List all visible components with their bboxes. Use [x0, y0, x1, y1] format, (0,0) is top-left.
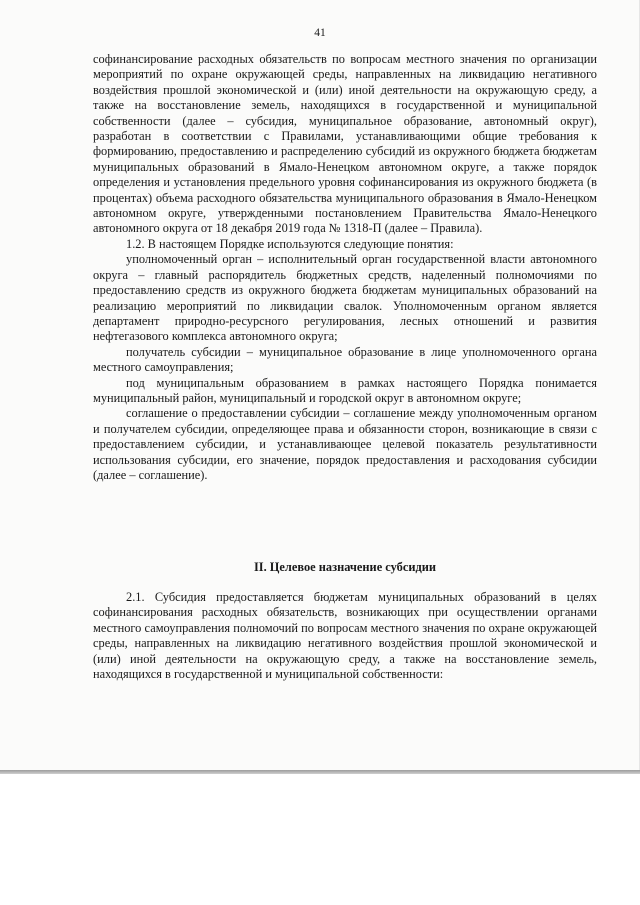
- section-heading: II. Целевое назначение субсидии: [253, 560, 437, 574]
- paragraph-subsidy-recipient: получатель субсидии – муниципальное образование в лице уполномоченного органа местного самоуправления;: [93, 344, 597, 375]
- paragraph-authorized-body: уполномоченный орган – исполнительный орган государственной власти автономного округа – главный распорядитель бюджетных средств, наделенный полномочиями по предоставлению средств из окружного бюджета бюджетам муниципальных образований на реализацию мероприятий по ликвидации свалок. Уполномоченным органом является департамент природно-ресурсного регулирования, лесных отношений и развития нефтегазового комплекса автономного округа;: [93, 252, 597, 344]
- body-text-bottom: [93, 590, 597, 682]
- paragraph-1-2: 1.2. В настоящем Порядке используются следующие понятия:: [126, 236, 454, 251]
- paragraph-agreement: соглашение о предоставлении субсидии – соглашение между уполномоченным органом и получателем субсидии, определяющее права и обязанности сторон, возникающие в связи с предоставлением субсидии, и устанавливающее целевой показатель результативности использования субсидии, его значение, порядок предоставления и расходования субсидии (далее – соглашение).: [93, 406, 597, 482]
- paragraph-2-1: 2.1. Субсидия предоставляется бюджетам муниципальных образований в целях софинансирования расходных обязательств, возникающих при осуществлении органами местного самоуправления полномочий по вопросам местного значения по охране окружающей среды, направленных на ликвидацию негативного воздействия прошлой экономической и (или) иной деятельности на окружающую среду, а также на восстановление земель, находящихся в государственной и муниципальной собственности:: [93, 590, 597, 682]
- paragraph-subsidy-definition: софинансирование расходных обязательств по вопросам местного значения по организации мероприятий по охране окружающей среды, направленных на ликвидацию негативного воздействия прошлой экономической и (или) иной деятельности на окружающую среду, а также на восстановление земель, находящихся в государственной и муниципальной собственности (далее – субсидия, муниципальное образование, автономный округ), разработан в соответствии с Правилами, устанавливающими общие требования к формированию, предоставлению и распределению субсидий из окружного бюджета бюджетам муниципальных образований в Ямало-Ненецком автономном округе, а также порядок определения и установления предельного уровня софинансирования из окружного бюджета (в процентах) объема расходного обязательства муниципального образования в Ямало-Ненецком автономном округе, утвержденными постановлением Правительства Ямало-Ненецкого автономного округа от 18 декабря 2019 года № 1318-П (далее – Правила).: [93, 52, 597, 236]
- scan-bottom-edge: [0, 770, 640, 774]
- page-number: 41: [314, 27, 326, 39]
- body-text-top: [93, 52, 597, 483]
- paragraph-municipality: под муниципальным образованием в рамках настоящего Порядка понимается муниципальный район, муниципальный и городской округ в автономном округе;: [93, 375, 597, 405]
